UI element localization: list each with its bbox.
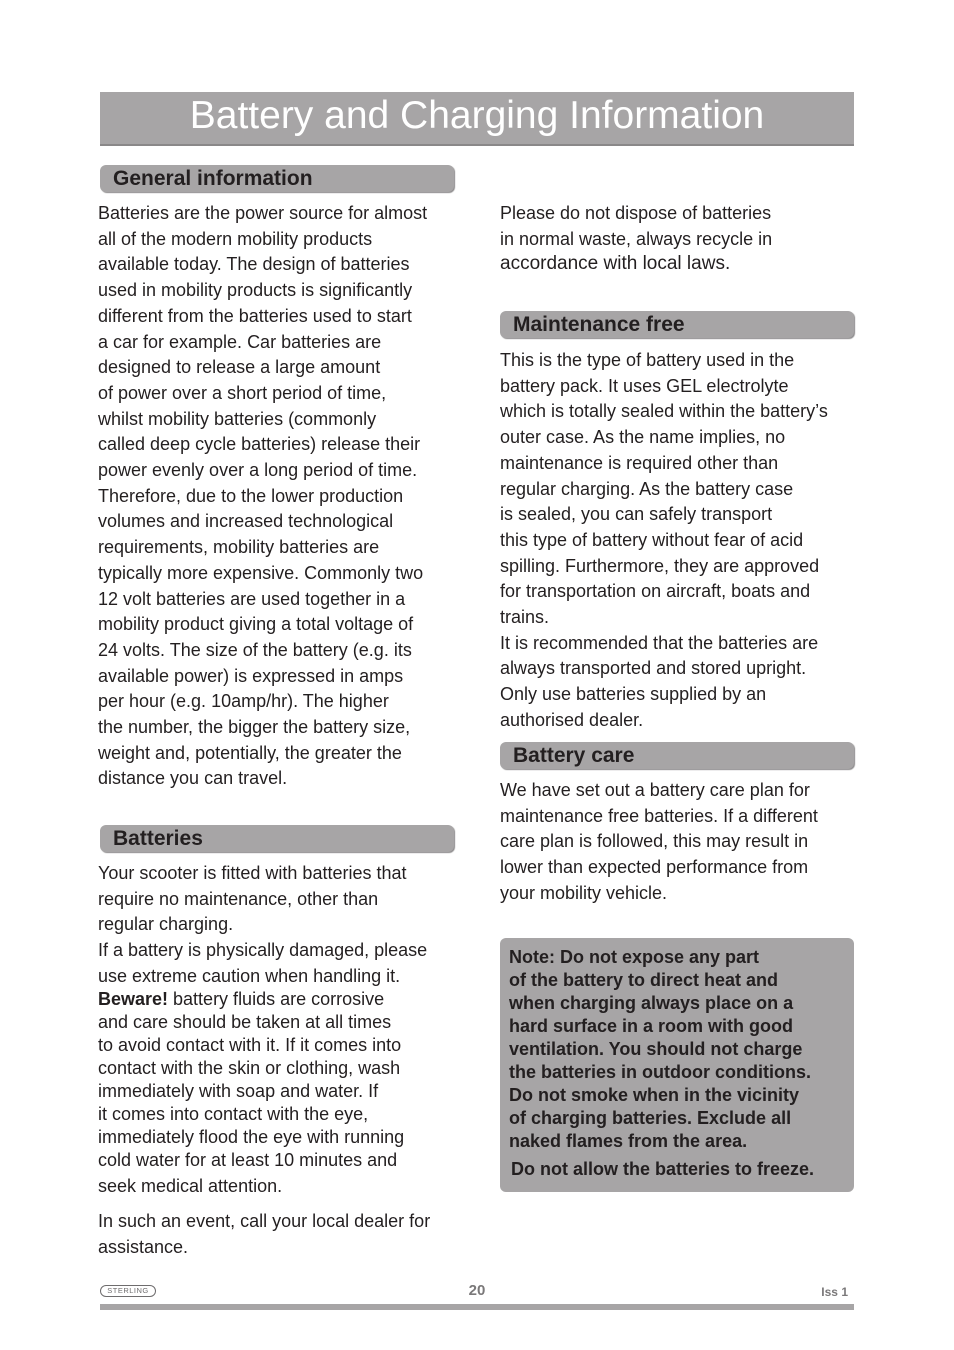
section-heading-batteries: Batteries bbox=[100, 825, 454, 852]
maintenance-free-text: This is the type of battery used in the battery pack. It uses GEL electrolyte which is totally sealed within the battery’s outer case. As the name implies, no maintenance is required other than regular charging. As the battery case is sealed, you can safely transport this type of battery without fear of acid spilling. Furthermore, they are approved for transportation on aircraft, boats and trains. It is recommended that the batteries are always transported and stored upright. Only use batteries supplied by an authorised dealer. bbox=[500, 350, 828, 730]
safety-note-text: Note: Do not expose any part of the battery to direct heat and when charging always place on a hard surface in a room with good ventilation. You should not charge the batteries in outdoor conditions. Do not smoke when in the vicinity of charging batteries. Exclude all naked flames from the area. bbox=[509, 947, 812, 1151]
section-heading-maintenance-free: Maintenance free bbox=[500, 311, 854, 338]
safety-note-box bbox=[500, 938, 854, 1192]
page-title: Battery and Charging Information bbox=[100, 92, 854, 146]
seek-medical-text: seek medical attention. bbox=[98, 1176, 283, 1196]
footer-divider bbox=[100, 1304, 854, 1310]
section-heading-general-information: General information bbox=[100, 165, 454, 192]
beware-text: battery fluids are corrosive and care should be taken at all times to avoid contact with it. If it comes into contact with the skin or clothing, wash immediately with soap and water. If it comes into contact with the eye, immediately flood the eye with running cold water for at least 10 minutes and bbox=[98, 989, 405, 1170]
disposal-text: Please do not dispose of batteries in normal waste, always recycle in bbox=[500, 203, 773, 249]
issue-label: Iss 1 bbox=[821, 1285, 848, 1299]
section-heading-battery-care: Battery care bbox=[500, 742, 854, 769]
beware-label: Beware! bbox=[98, 989, 169, 1009]
batteries-intro-text: Your scooter is fitted with batteries that require no maintenance, other than regular charging. If a battery is physically damaged, please use extreme caution when handling it. bbox=[98, 863, 428, 986]
page-number: 20 bbox=[468, 1282, 486, 1299]
batteries-warning-text bbox=[98, 988, 458, 1172]
battery-care-text: We have set out a battery care plan for maintenance free batteries. If a different care plan is followed, this may result in lower than expected performance from your mobility vehicle. bbox=[500, 780, 818, 903]
disposal-text-end: accordance with local laws. bbox=[500, 253, 731, 274]
sterling-logo: STERLING bbox=[100, 1285, 156, 1297]
call-dealer-text: In such an event, call your local dealer for assistance. bbox=[98, 1211, 431, 1257]
freeze-warning-text: Do not allow the batteries to freeze. bbox=[511, 1159, 815, 1179]
general-information-text: Batteries are the power source for almost all of the modern mobility products available today. The design of batteries used in mobility products is significantly different from the batteries used to start a car for example. Car batteries are designed to release a large amount of power over a short period of time, whilst mobility batteries (commonly called deep cycle batteries) release their power evenly over a long period of time. Therefore, due to the lower production volumes and increased technological requirements, mobility batteries are typically more expensive. Commonly two 12 volt batteries are used together in a mobility product giving a total voltage of 24 volts. The size of the battery (e.g. its available power) is expressed in amps per hour (e.g. 10amp/hr). The higher the number, the bigger the battery size, weight and, potentially, the greater the distance you can travel. bbox=[98, 203, 428, 789]
